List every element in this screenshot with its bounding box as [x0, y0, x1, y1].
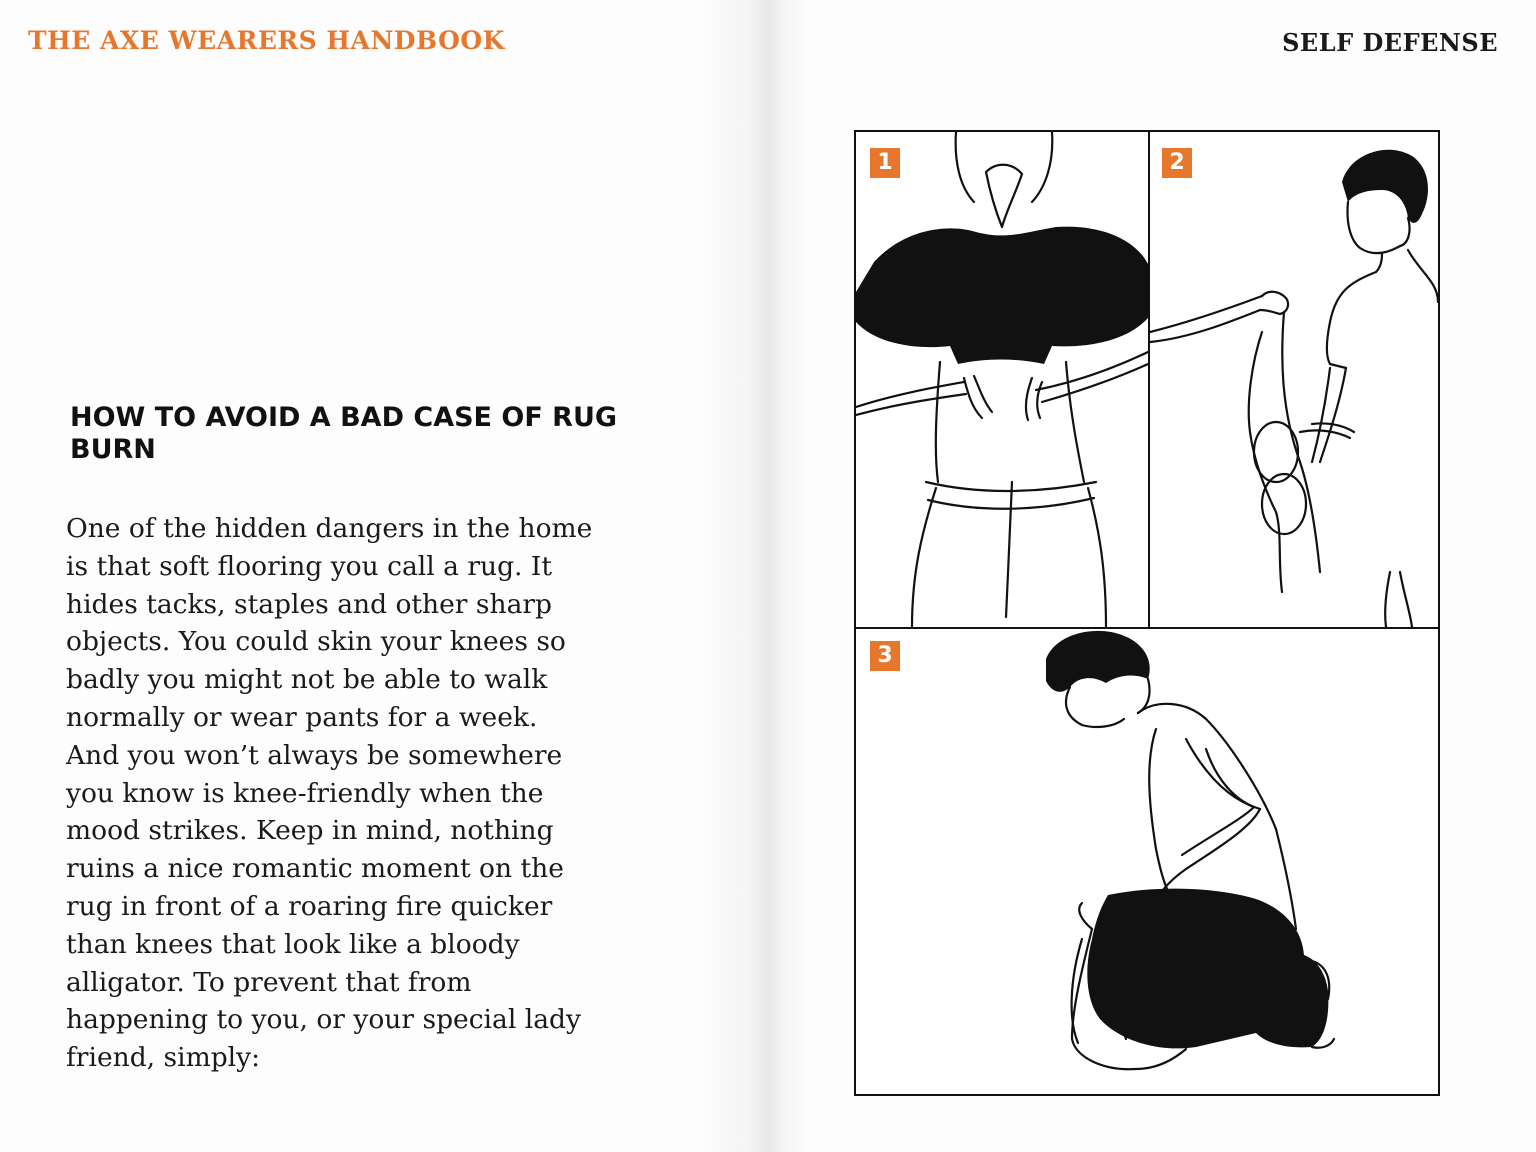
running-header-book-title: THE AXE WEARERS HANDBOOK: [28, 26, 505, 55]
body-line: normally or wear pants for a week.: [66, 701, 538, 733]
panel-number-badge: 2: [1162, 148, 1192, 178]
panel-number-badge: 1: [870, 148, 900, 178]
page-gutter-shadow: [700, 0, 810, 1152]
body-line: ruins a nice romantic moment on the: [66, 853, 564, 885]
panel-1: [856, 132, 1148, 627]
man-kneeling-on-bra-pads-illustration-icon: [856, 629, 1438, 1094]
article-body: [66, 510, 656, 1077]
body-line: happening to you, or your special lady: [66, 1004, 581, 1036]
body-line: you know is knee-friendly when the: [66, 777, 544, 809]
body-line: mood strikes. Keep in mind, nothing: [66, 815, 554, 847]
body-line: friend, simply:: [66, 1042, 261, 1074]
man-holding-bra-illustration-icon: [1150, 132, 1438, 627]
body-line: One of the hidden dangers in the home: [66, 513, 593, 544]
body-line: And you won’t always be somewhere: [66, 739, 563, 771]
body-line: is that soft flooring you call a rug. It: [66, 550, 553, 582]
body-line: hides tacks, staples and other sharp: [66, 588, 552, 620]
running-header-section-title: SELF DEFENSE: [1282, 28, 1498, 57]
illustration-panels: [854, 130, 1440, 1096]
body-line: than knees that look like a bloody: [66, 928, 520, 960]
article-heading: HOW TO AVOID A BAD CASE OF RUG BURN: [70, 402, 618, 465]
panel-3: [856, 629, 1438, 1094]
woman-back-unhooking-bra-illustration-icon: [856, 132, 1148, 627]
panel-number-badge: 3: [870, 641, 900, 671]
body-line: objects. You could skin your knees so: [66, 626, 566, 658]
body-line: badly you might not be able to walk: [66, 664, 548, 696]
panel-2: [1150, 132, 1438, 627]
body-line: rug in front of a roaring fire quicker: [66, 890, 553, 922]
body-line: alligator. To prevent that from: [66, 966, 472, 998]
